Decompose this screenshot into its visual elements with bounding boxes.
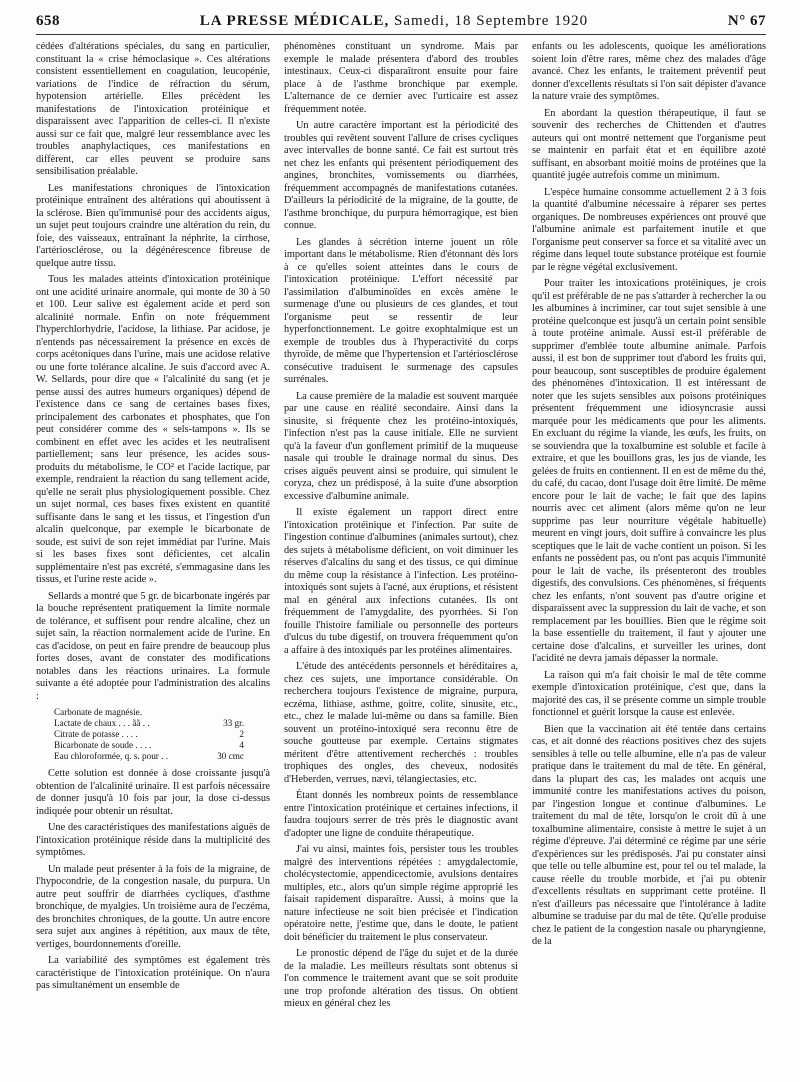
formula-ingredient: Carbonate de magnésie.: [54, 707, 143, 717]
formula-quantity: 4: [239, 740, 244, 750]
paragraph: Le pronostic dépend de l'âge du sujet et de la durée de la maladie. Les meilleurs résultats sont obtenus si l'on commence le traitement avant que se soit produite une trop profonde altération des tissus. On obtient mieux en général chez les: [284, 948, 518, 1009]
paragraph: Bien que la vaccination ait été tentée dans certains cas, et ait donné des réactions positives chez des sujets sensibles à telle ou telle albumine, elle n'a pas de valeur pratique dans le traitement du mal de tête. En général, dans la plupart des cas, les malades ont acquis une immunité contre les manifestations actives du poison, par l'ingestion longue et continue d'albumines. Le traitement du mal de tête, lorsqu'on le croit dû à une toxalbumine alimentaire, consiste à mettre le sujet à un régime d'épreuve. J'ai déterminé ce régime par une série d'expériences sur les prédisposés. J'ai pu constater ainsi que telle ou telle albumine est, pour tel ou tel malade, la cause réelle du trouble morbide, et j'ai pu obtenir d'excellents résultats en supprimant cette protéine. Il n'est d'ailleurs pas nécessaire que l'intolérance à ladite albumine se traduise par du mal de tête. Qu'elle produise chez le patient de la congestion nasale ou pharyngienne, de la: [532, 723, 766, 947]
formula-quantity: 33 gr.: [223, 718, 244, 728]
formula-quantity: 2: [239, 729, 244, 739]
paragraph: Un malade peut présenter à la fois de la migraine, de l'hypocondrie, de la congestion nasale, du purpura. Un autre peut souffrir de diarrhées cycliques, d'asthme bronchique, de myalgies. Un troisième aura de l'eczéma, des bronchites chroniques, de la goutte. Un autre encore sera sujet aux angines à répétition, aux maux de tête, vertiges, bourdonnements d'oreille.: [36, 863, 270, 950]
alkaline-formula: [54, 707, 270, 762]
paragraph: Les manifestations chroniques de l'intoxication protéinique entraînent des altérations qui aboutissent à la sclérose. Bien qu'immunisé pour des accidents aigus, un sujet peut toujours craindre une altération du rein, du foie, des vaisseaux, entraînant la néphrite, la cirrhose, l'artériosclérose, ou la dégénérescence fibreuse de quelque autre tissu.: [36, 182, 270, 269]
column-3: [532, 41, 766, 953]
formula-ingredient: Bicarbonate de soude . . . .: [54, 740, 152, 750]
paragraph: Sellards a montré que 5 gr. de bicarbonate ingérés par la bouche représentent pratiquement la limite normale de tolérance, et suffisent pour rendre alcaline, chez un sujet sain, la réaction normalement acide de l'urine. En cas d'acidose, on peut en faire prendre de beaucoup plus fortes doses, avant de constater des modifications notables dans les réactions urinaires. La formule suivante a été adoptée pour l'administration des alcalins :: [36, 590, 270, 702]
column-2: [284, 41, 518, 1015]
paragraph: En abordant la question thérapeutique, il faut se souvenir des recherches de Chittenden et d'autres auteurs qui ont montré nettement que l'organisme peut se maintenir en parfait état et en équilibre azoté suffisant, en absorbant moitié moins de protéines que la quantité jugée autrefois comme un minimum.: [532, 107, 766, 181]
formula-row: [54, 751, 244, 762]
formula-row: [54, 718, 244, 729]
formula-ingredient: [54, 718, 150, 729]
formula-ingredient: Eau chloroformée, q. s. pour . .: [54, 751, 169, 761]
paragraph: Il existe également un rapport direct entre l'intoxication protéinique et l'infection. Par suite de l'ingestion continue d'albumines (animales surtout), chez des sujets à métabolisme déficient, on voit diminuer les réserves d'alcalins du sang et des tissus, ce qui diminue du même coup la résistance à l'infection. Les protéino-intoxiqués sont sujets à l'acné, aux éruptions, et résistent mal en général aux infections cutanées. Ils ont fréquemment de l'amygdalite, des pyorrhées. Si l'on fouille l'histoire familiale ou personnelle des porteurs d'ulcus du tube digestif, on trouvera fréquemment qu'on a affaire à des intoxiqués par les protéines alimentaires.: [284, 507, 518, 656]
formula-row: [54, 707, 244, 718]
paragraph: enfants ou les adolescents, quoique les améliorations soient loin d'être rares, même chez des malades d'âge avancé. Chez les enfants, le traitement préventif peut donner d'excellents résultats si l'on sait dépister d'avance la nature vraie des symptômes.: [532, 41, 766, 102]
formula-row: [54, 740, 244, 751]
paragraph: L'espèce humaine consomme actuellement 2 à 3 fois la quantité d'albumine nécessaire à réparer ses pertes organiques. De nombreuses expériences ont prouvé que l'albumine animale est parfaitement inutile et que l'organisme peut conserver sa force et sa vitalité avec un régime dans lequel toute substance protéique est fournie par le règne végétal exclusivement.: [532, 186, 766, 273]
issue-date: Samedi, 18 Septembre 1920: [393, 13, 589, 29]
paragraph: cédées d'altérations spéciales, du sang en particulier, constituant la « crise hémoclasique ». Ces altérations consistent essentiellement en coagulation, leucopénie, variations de l'indice de réfraction du sérum, hypotension artérielle. Elles précèdent les manifestations de l'intoxication protéinique et disparaissent avec l'apparition de celles-ci. Il n'existe aussi sur ce fait que, malgré leur ressemblance avec les troubles anaphylactiques, ces manifestations en diffèrent, car elles peuvent se produire sans sensibilisation préalable.: [36, 41, 270, 177]
paragraph: La variabilité des symptômes est également très caractéristique de l'intoxication protéinique. On n'aura pas simultanément un ensemble de: [36, 955, 270, 991]
formula-ingredient: Citrate de potasse . . . .: [54, 729, 138, 739]
paragraph: J'ai vu ainsi, maintes fois, persister tous les troubles malgré des interventions répétées : amygdalectomie, cholécystectomie, appendicectomie, avulsions dentaires multiples, etc., alors qu'un simple régime approprié les faisait rapidement disparaître. Aussi, à moins que la nature infectieuse ne soit bien précisée et l'indication opératoire nette, j'estime que, dans le doute, le patient doit bénéficier du traitement le plus conservateur.: [284, 844, 518, 943]
formula-row: [54, 729, 244, 740]
paragraph: Étant donnés les nombreux points de ressemblance entre l'intoxication protéinique et certaines infections, il faudra toujours serrer de très près le diagnostic avant d'adopter une ligne de conduite thérapeutique.: [284, 790, 518, 839]
paragraph: La cause première de la maladie est souvent marquée par une cause en réalité secondaire. Ainsi dans la sinusite, si fréquente chez les protéino-intoxiqués, l'infection n'est pas la cause initiale. Elle ne survient qu'à la faveur d'un gonflement primitif de la muqueuse nasale qui trouble le drainage normal du sinus. Des crises aiguës peuvent ainsi se produire, qui simulent le coryza, chez un prédisposé, à la suite d'une absorption excessive d'albumine animale.: [284, 390, 518, 502]
page-header: [36, 12, 766, 35]
formula-ingredient-name: Lactate de chaux . . .: [54, 718, 131, 728]
paragraph: Cette solution est donnée à dose croissante jusqu'à obtention de l'alcalinité urinaire. Il est parfois nécessaire de donner jusqu'à 10 fois par jour, la dose ci-dessus indiquée pour obtenir un résultat.: [36, 768, 270, 817]
paragraph: La raison qui m'a fait choisir le mal de tête comme exemple d'intoxication protéinique, c'est que, dans la majorité des cas, il se présente comme un simple trouble fonctionnel et guérit lorsque la cause est enlevée.: [532, 669, 766, 718]
paragraph: Un autre caractère important est la périodicité des troubles qui revêtent souvent l'allure de crises cycliques avec intervalles de bonne santé. Ce fait est surtout très net chez les enfants qui présentent périodiquement des angines, bronchites, vomissements ou diarrhées, fréquemment accompagnés de manifestations cutanées. D'ailleurs la périodicité de la migraine, de la goutte, de l'asthme bronchique, du purpura hémorragique, est bien connue.: [284, 120, 518, 231]
issue-number: N° 67: [727, 13, 766, 29]
column-1: [36, 41, 270, 997]
paragraph: Les glandes à sécrétion interne jouent un rôle important dans le métabolisme. Rien d'étonnant dès lors à ce qu'elles soient atteintes dans le cours de l'intoxication protéinique. L'effort nécessité par l'assimilation d'albuminoïdes en excès amène le surmenage d'une ou plusieurs de ces glandes, et tout l'organisme peut se ressentir de leur hyperfonctionnement. Le goitre exophtalmique est un exemple de troubles dus à l'hyperactivité du corps thyroïde, de même que l'hypertension et l'artériosclérose consécutive traduisent le surmenage des capsules surrénales.: [284, 236, 518, 385]
paragraph: phénomènes constituant un syndrome. Mais par exemple le malade présentera d'abord des troubles intestinaux. Ceux-ci disparaîtront ensuite pour faire place à de l'asthme bronchique par exemple. L'alternance de ce dernier avec l'urticaire est assez fréquemment notée.: [284, 41, 518, 115]
formula-aa-mark: ãã . .: [132, 718, 150, 728]
formula-quantity: 30 cmc: [217, 751, 244, 761]
page-number: 658: [36, 13, 60, 29]
paragraph: Pour traiter les intoxications protéiniques, je crois qu'il est préférable de ne pas s'attarder à rechercher la ou les albumines à incriminer, car tout sujet sensible à une protéine quelconque est jusqu'à un certain point sensible à toute protéine animale. Aussi est-il préférable de supprimer d'emblée toute albumine animale. Parfois aussi, il est bon de supprimer tout d'abord les fruits qui, pour beaucoup, sont susceptibles de produire également des phénomènes d'intoxication. Il est intéressant de noter que les sujets sensibles aux poisons protéiniques présentent fréquemment une idiosyncrasie aussi marquée pour les médicaments que pour les aliments. En excluant du régime la viande, les œufs, les fruits, on se souviendra que la toxalbumine est soluble et facile à extraire, et que les bouillons gras, les jus de viande, les gelées de fruits en contiennent. Il en est de même du thé, du café, du cacao, dont l'usage doit être limité. De même encore pour le lait de vache; le fait que des lapins nourris avec cet aliment (alors même qu'on ne leur supprime pas leur nourriture végétale habituelle) meurent en vingt jours, doit suffire à convaincre les plus sceptiques que le lait de vache contient un poison. Si les enfants ne possèdent pas, ou n'ont pas acquis l'immunité pour le lait de vache, ils présenteront des troubles digestifs, des convulsions. Ces phénomènes, si fréquents chez les enfants, n'ont souvent pas d'autre origine et disparaissent avec la suppression du lait de vache, et son remplacement par les bouillies. Bien que le régime soit la base essentielle du traitement, il faut y ajouter une certaine dose d'alcalins, et surveiller les urines, dont l'acidité ne devra jamais dépasser la normale.: [532, 278, 766, 664]
journal-name: LA PRESSE MÉDICALE,: [199, 13, 390, 29]
paragraph: Une des caractéristiques des manifestations aiguës de l'intoxication protéinique réside dans la multiplicité des symptômes.: [36, 822, 270, 858]
paragraph: Tous les malades atteints d'intoxication protéinique ont une acidité urinaire anormale, qui monte de 30 à 50 et 100. Leur salive est également acide et perd son alcalinité normale. Enfin on note fréquemment l'hyperchlorhydrie, l'acidose, la lithiase. Par acidose, je n'entends pas nécessairement la présence en excès de corps acétoniques dans l'urine, mais une acidose relative ou une forte tolérance alcaline. Je suis d'accord avec A. W. Sellards, pour dire que « l'alcalinité du sang (et je pense aussi des autres humeurs organiques) dépend de l'existence dans ce sang de certaines bases fixes, principalement des carbonates et phosphates, que l'on peut considérer comme des « sels-tampons ». Ils se combinent en effet avec les acides et les neutralisent partiellement; sans leur présence, les acides sous-produits du métabolisme, le CO² et l'acide lactique, par exemple, rendraient la réaction du sang tellement acide, qu'elle ne serait plus physiologiquement possible. Chez un sujet normal, ces bases fixes existent en quantité suffisante dans le sang et les tissus, et l'ingestion d'un alcalin quelconque, par exemple le bicarbonate de soude, est suivi de son rejet immédiat par l'urine. Mais si les bases fixes sont déficientes, cet alcalin supplémentaire n'est pas excrété, s'emmagasine dans les tissus, et l'urine reste acide ».: [36, 274, 270, 585]
journal-title: [200, 12, 588, 30]
text-columns: [36, 41, 766, 1071]
paragraph: L'étude des antécédents personnels et héréditaires a, chez ces sujets, une importance considérable. On recherchera toujours l'existence de migraine, purpura, eczéma, lithiase, asthme, goitre, colite, sinusite, etc., etc., chez le malade lui-même ou dans sa famille. Bien souvent un protéino-intoxiqué sera reconnu être de souche goutteuse par exemple. Certains stigmates méritent d'être attentivement recherchés : troubles trophiques des ongles, des cheveux, nodosités d'Heberden, verrues, nævi, télangiectasies, etc.: [284, 661, 518, 785]
